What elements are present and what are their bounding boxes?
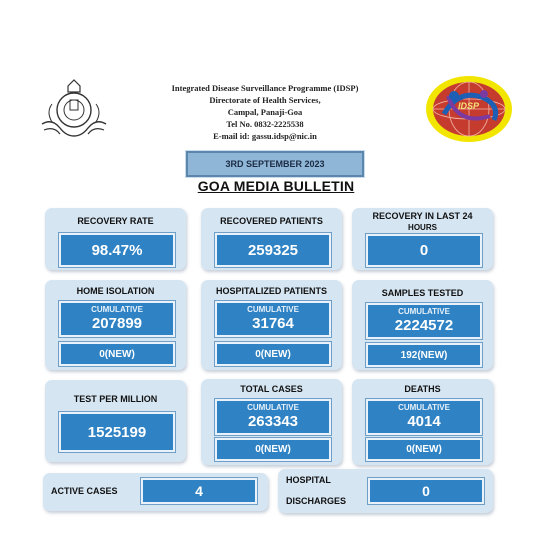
- active-cases-card: [43, 473, 268, 511]
- home-isolation-card: [45, 280, 186, 370]
- total-cases-new: 0(NEW): [215, 438, 331, 461]
- deaths-card: [352, 379, 493, 465]
- total-cases-cumulative-value: 263343: [247, 413, 299, 430]
- samples-tested-cumulative: [366, 303, 482, 339]
- samples-tested-new: 192(NEW): [366, 343, 482, 367]
- samples-tested-card: [352, 280, 493, 370]
- header-address: [150, 82, 380, 142]
- deaths-cumulative-value: 4014: [407, 413, 441, 430]
- hospitalized-patients-cumulative-value: 31764: [252, 315, 294, 332]
- recovered-patients-label: RECOVERED PATIENTS: [220, 216, 323, 226]
- total-cases-label: TOTAL CASES: [240, 384, 303, 394]
- hospital-discharges-label-line1: HOSPITAL: [286, 475, 331, 485]
- deaths-cumulative-caption: CUMULATIVE: [398, 403, 450, 412]
- header-line-programme: Integrated Disease Surveillance Programme (IDSP): [171, 83, 359, 93]
- recovery-last-24-label-line2: HOURS: [408, 223, 437, 232]
- test-per-million-card: [45, 380, 186, 462]
- total-cases-cumulative-caption: CUMULATIVE: [247, 403, 299, 412]
- idsp-logo-icon: [424, 74, 514, 144]
- home-isolation-label: HOME ISOLATION: [76, 286, 155, 296]
- header-line-location: Campal, Panaji-Goa: [227, 107, 303, 117]
- test-per-million-value: 1525199: [59, 412, 175, 452]
- samples-tested-cumulative-caption: CUMULATIVE: [398, 307, 450, 316]
- recovered-patients-card: [201, 208, 342, 270]
- hospitalized-patients-cumulative-caption: CUMULATIVE: [247, 305, 299, 314]
- deaths-cumulative: [366, 399, 482, 435]
- hospital-discharges-card: [278, 469, 493, 513]
- total-cases-card: [201, 379, 342, 465]
- test-per-million-label: TEST PER MILLION: [73, 394, 158, 404]
- recovery-rate-value: 98.47%: [59, 233, 175, 267]
- samples-tested-label: SAMPLES TESTED: [381, 288, 464, 298]
- home-isolation-cumulative-caption: CUMULATIVE: [91, 305, 143, 314]
- home-isolation-cumulative: [59, 301, 175, 337]
- active-cases-value: 4: [141, 478, 257, 504]
- home-isolation-new: 0(NEW): [59, 342, 175, 366]
- home-isolation-cumulative-value: 207899: [91, 315, 143, 332]
- deaths-label: DEATHS: [404, 384, 441, 394]
- recovery-last-24-label-line1: RECOVERY IN LAST 24: [372, 211, 473, 221]
- recovery-rate-label: RECOVERY RATE: [77, 216, 154, 226]
- goa-government-emblem-icon: [38, 74, 110, 146]
- total-cases-cumulative: [215, 399, 331, 435]
- bulletin-date: 3RD SEPTEMBER 2023: [186, 151, 364, 177]
- header-line-telephone: Tel No. 0832-2225538: [226, 119, 304, 129]
- header-line-email: E-mail id: gassu.idsp@nic.in: [213, 131, 317, 141]
- active-cases-label: ACTIVE CASES: [51, 486, 118, 496]
- idsp-logo-text: IDSP: [458, 101, 480, 111]
- header-line-directorate: Directorate of Health Services,: [209, 95, 321, 105]
- recovery-last-24-value: 0: [366, 234, 482, 267]
- recovery-rate-card: [45, 208, 186, 270]
- recovered-patients-value: 259325: [215, 233, 331, 267]
- samples-tested-cumulative-value: 2224572: [394, 317, 454, 334]
- bulletin-title: GOA MEDIA BULLETIN: [197, 178, 355, 194]
- hospital-discharges-value: 0: [368, 478, 484, 504]
- hospitalized-patients-new: 0(NEW): [215, 342, 331, 366]
- hospitalized-patients-label: HOSPITALIZED PATIENTS: [215, 286, 327, 296]
- recovery-last-24-hours-card: [352, 208, 493, 270]
- hospitalized-patients-card: [201, 280, 342, 370]
- hospital-discharges-label-line2: DISCHARGES: [286, 496, 347, 506]
- hospitalized-patients-cumulative: [215, 301, 331, 337]
- deaths-new: 0(NEW): [366, 438, 482, 461]
